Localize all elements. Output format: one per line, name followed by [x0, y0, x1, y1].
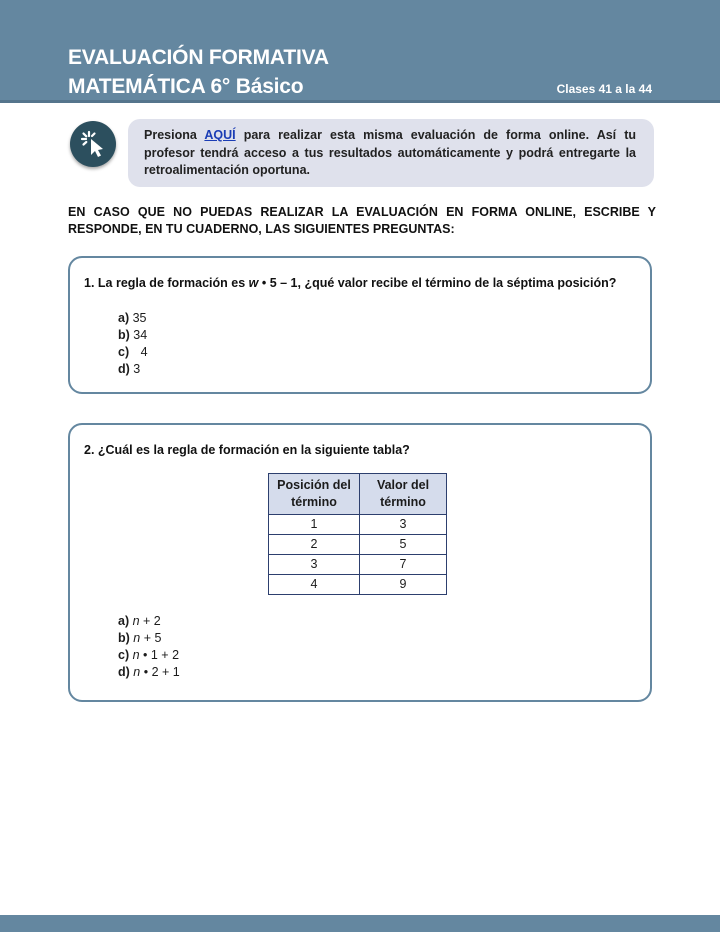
option-b[interactable]: b) 34	[118, 328, 148, 342]
table-row: 2 5	[269, 535, 447, 555]
page-footer-bar	[0, 915, 720, 932]
question-1-text: 1. La regla de formación es w • 5 – 1, ¿qué valor recibe el término de la séptima posición?	[84, 276, 617, 290]
option-d[interactable]: d) 3	[118, 362, 141, 376]
question-2-box	[68, 423, 652, 702]
online-text-before: Presiona	[144, 128, 205, 142]
question-1-box	[68, 256, 652, 394]
online-text-after: para realizar esta misma evaluación de forma online. Así tu profesor tendrá acceso a tus resultados automáticamente y podrá entregarte la retroalimentación oportuna.	[144, 128, 637, 177]
page-title-line2: MATEMÁTICA 6° Básico	[68, 75, 304, 98]
table-row: 3 7	[269, 555, 447, 575]
table-header-position: Posición del término	[269, 474, 360, 515]
cursor-click-icon	[70, 121, 116, 167]
option-b[interactable]: b) n + 5	[118, 631, 162, 645]
option-c[interactable]: c) n • 1 + 2	[118, 648, 180, 662]
table-header-value: Valor del término	[360, 474, 447, 515]
question-2-options	[118, 613, 180, 681]
option-c[interactable]: c) 4	[118, 345, 148, 359]
online-evaluation-notice	[128, 119, 654, 187]
aqui-link[interactable]: AQUÍ	[204, 128, 236, 142]
page-header	[0, 0, 720, 103]
option-d[interactable]: d) n • 2 + 1	[118, 665, 180, 679]
table-row: 4 9	[269, 575, 447, 595]
question-2-text: 2. ¿Cuál es la regla de formación en la siguiente tabla?	[84, 443, 410, 457]
instructions-text: EN CASO QUE NO PUEDAS REALIZAR LA EVALUACIÓN EN FORMA ONLINE, ESCRIBE Y RESPONDE, EN TU CUADERNO, LAS SIGUIENTES PREGUNTAS:	[68, 205, 656, 236]
variable-w: w	[248, 276, 259, 290]
table-row: 1 3	[269, 515, 447, 535]
clases-label: Clases 41 a la 44	[556, 82, 652, 96]
option-a[interactable]: a) 35	[118, 311, 147, 325]
page-title-line1: EVALUACIÓN FORMATIVA	[68, 46, 329, 69]
option-a[interactable]: a) n + 2	[118, 614, 161, 628]
question-1-options	[118, 310, 148, 378]
position-value-table	[268, 473, 447, 595]
